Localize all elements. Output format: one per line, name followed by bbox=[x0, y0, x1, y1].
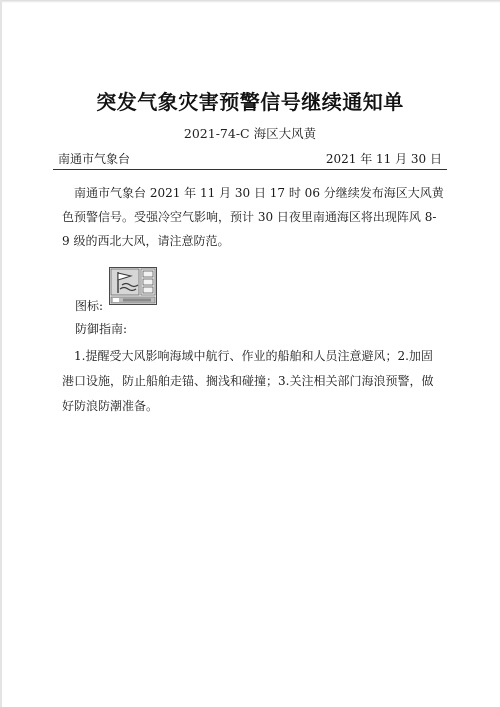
defense-guide-label: 防御指南: bbox=[75, 322, 128, 336]
page-title: 突发气象灾害预警信号继续通知单 bbox=[96, 90, 404, 114]
header-divider bbox=[53, 169, 447, 170]
notice-body: 南通市气象台 2021 年 11 月 30 日 17 时 06 分继续发布海区大风黄色预警信号。受强冷空气影响，预计 30 日夜里南通海区将出现阵风 8-9 级的西北大风，请注意防范。 bbox=[62, 186, 444, 248]
defense-guide-text: 1.提醒受大风影响海域中航行、作业的船舶和人员注意避风；2.加固港口设施，防止船舶走锚、搁浅和碰撞；3.关注相关部门海浪预警，做好防浪防潮准备。 bbox=[62, 349, 434, 413]
icon-label: 图标: bbox=[75, 299, 104, 313]
issuing-agency: 南通市气象台 bbox=[58, 152, 131, 166]
sea-gale-yellow-warning-icon bbox=[109, 267, 157, 305]
issue-date: 2021 年 11 月 30 日 bbox=[325, 152, 442, 166]
document-code: 2021-74-C 海区大风黄 bbox=[183, 126, 317, 141]
scan-edge bbox=[0, 0, 500, 3]
